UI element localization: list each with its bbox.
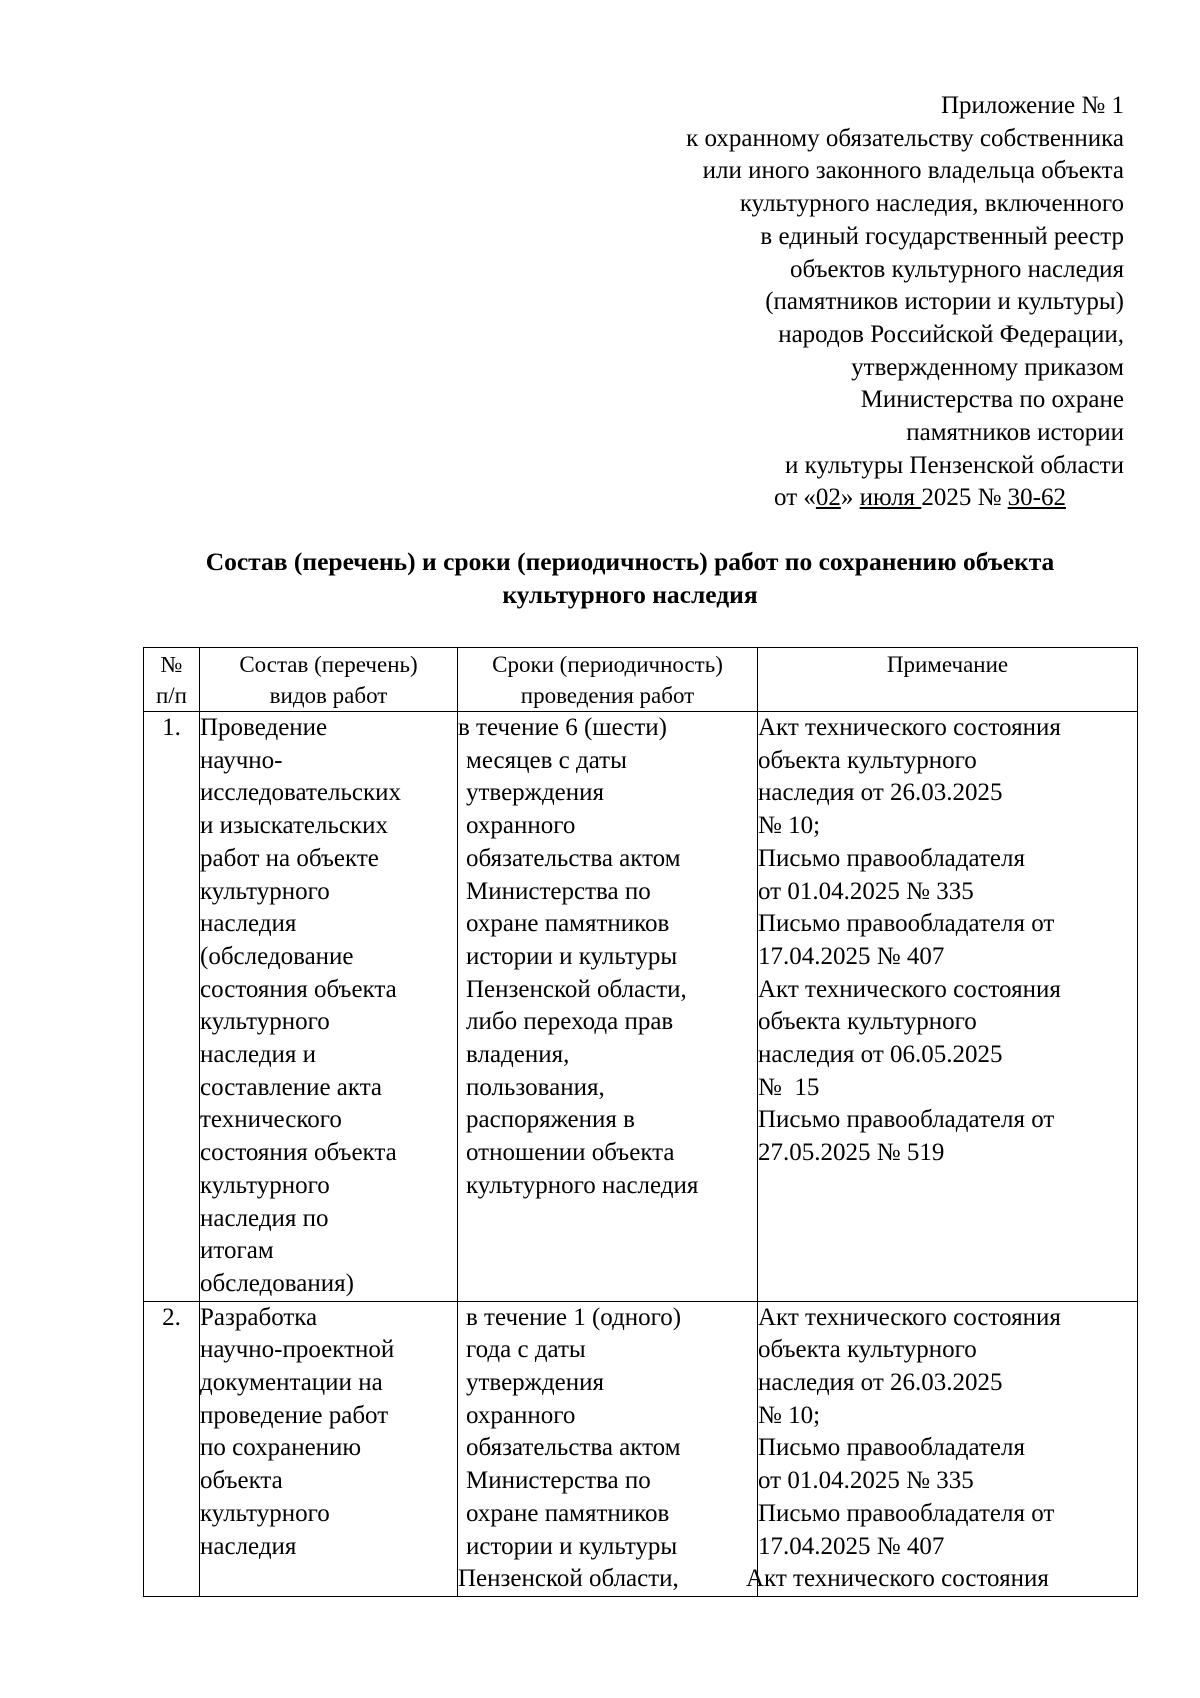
row-number: 2. bbox=[144, 1301, 200, 1596]
header-number: № п/п bbox=[144, 648, 200, 712]
title-line-1: Состав (перечень) и сроки (периодичность) работ по сохранению объекта bbox=[205, 547, 1055, 576]
appendix-line: и культуры Пензенской области bbox=[785, 451, 1124, 479]
appendix-line: памятников истории bbox=[906, 419, 1124, 447]
appendix-line: Министерства по охране bbox=[860, 386, 1124, 414]
order-day: 02 bbox=[815, 484, 841, 512]
order-date-line bbox=[564, 482, 1124, 515]
appendix-line: культурного наследия, включенного bbox=[739, 190, 1124, 218]
header-work-types: Состав (перечень) видов работ bbox=[200, 648, 458, 712]
appendix-line: народов Российской Федерации, bbox=[778, 320, 1124, 348]
header-terms: Сроки (периодичность) проведения работ bbox=[458, 648, 758, 712]
order-month: июля bbox=[859, 484, 922, 512]
row-work-type: Разработка научно-проектной документации на проведение работ по сохранению объекта культурного наследия bbox=[200, 1301, 458, 1596]
appendix-line: Приложение № 1 bbox=[940, 92, 1124, 119]
row-work-type: Проведение научно- исследовательских и изыскательских работ на объекте культурного наследия (обследование состояния объекта культурного наследия и составление акта технического состояния объекта культурного наследия по итогам обследования) bbox=[200, 712, 458, 1302]
row-term: в течение 1 (одного) года с даты утверждения охранного обязательства актом Министерства по охране памятников истории и культуры Пензенской области, bbox=[458, 1301, 758, 1596]
row-term: в течение 6 (шести) месяцев с даты утверждения охранного обязательства актом Министерства по охране памятников истории и культуры Пензенской области, либо перехода прав владения, пользования, распоряжения в отношении объекта культурного наследия bbox=[458, 712, 758, 1302]
row-number: 1. bbox=[144, 712, 200, 1302]
order-date-mid: » bbox=[840, 484, 860, 512]
appendix-line: (памятников истории и культуры) bbox=[765, 288, 1124, 316]
order-number: 30-62 bbox=[1007, 484, 1066, 512]
appendix-line: к охранному обязательству собственника bbox=[686, 124, 1124, 152]
appendix-line: или иного законного владельца объекта bbox=[702, 157, 1124, 185]
works-table bbox=[143, 647, 1138, 1597]
row-note: Акт технического состояния объекта культурного наследия от 26.03.2025 № 10; Письмо правообладателя от 01.04.2025 № 335 Письмо правообладателя от 17.04.2025 № 407 Акт технического состояния объекта культурного наследия от 06.05.2025 № 15 Письмо правообладателя от 27.05.2025 № 519 bbox=[758, 712, 1138, 1302]
table-row bbox=[144, 1301, 1138, 1596]
row-note: Акт технического состояния объекта культурного наследия от 26.03.2025 № 10; Письмо правообладателя от 01.04.2025 № 335 Письмо правообладателя от 17.04.2025 № 407 Акт технического состояния bbox=[758, 1301, 1138, 1596]
order-date-prefix: от « bbox=[774, 484, 816, 512]
appendix-line: утвержденному приказом bbox=[851, 353, 1124, 381]
appendix-header bbox=[564, 90, 1124, 515]
document-title bbox=[120, 545, 1140, 611]
appendix-line: в единый государственный реестр bbox=[760, 222, 1124, 250]
appendix-line: объектов культурного наследия bbox=[790, 255, 1124, 283]
header-note: Примечание bbox=[758, 648, 1138, 712]
table-header-row bbox=[144, 648, 1138, 712]
table-row bbox=[144, 712, 1138, 1302]
title-line-2: культурного наследия bbox=[502, 580, 758, 609]
order-year: 2025 № bbox=[921, 484, 1008, 512]
